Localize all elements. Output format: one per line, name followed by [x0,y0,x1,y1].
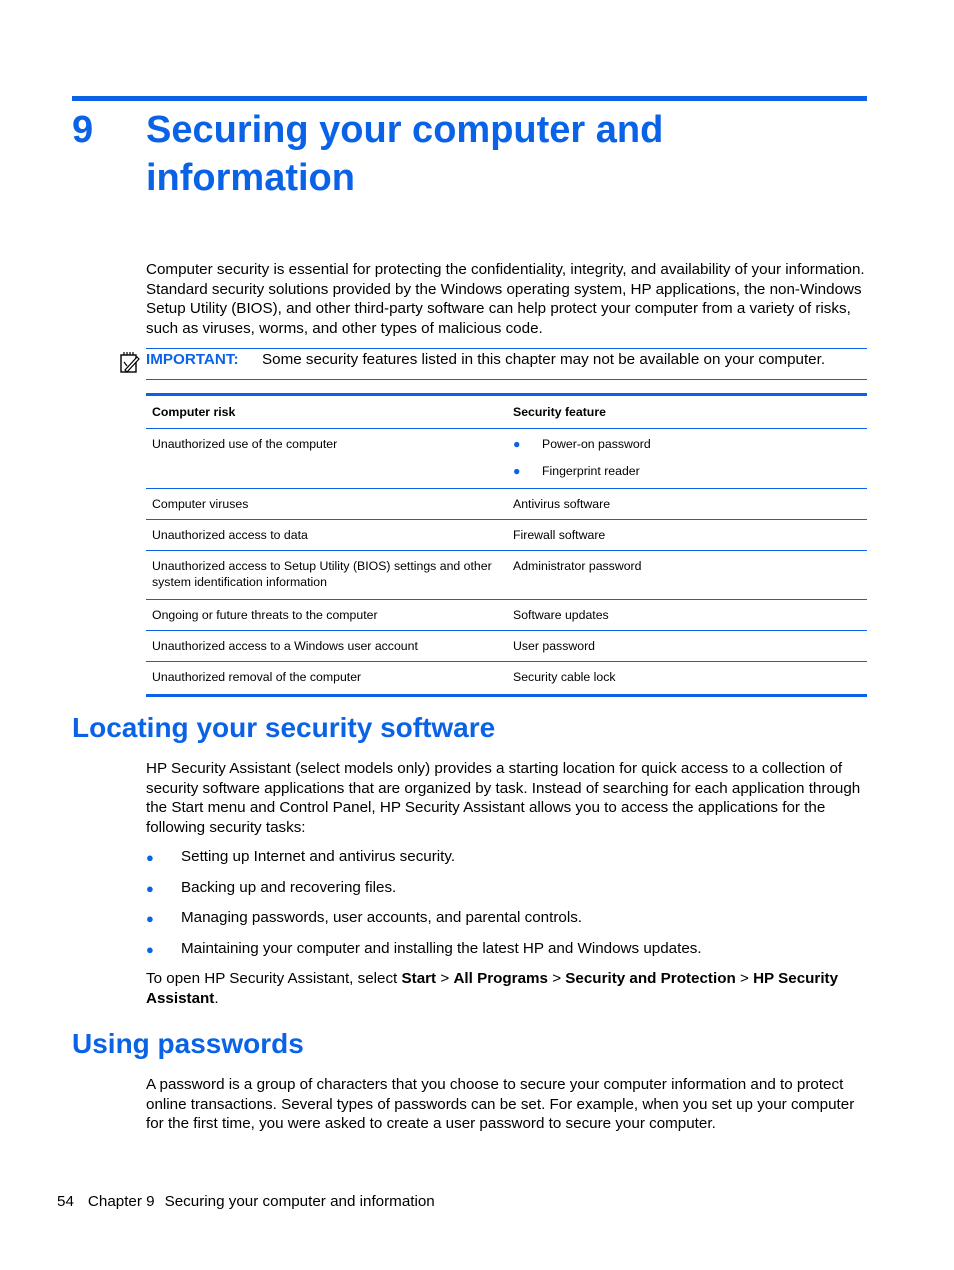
important-label: IMPORTANT: [146,351,239,368]
feature-list [513,436,861,479]
section-heading-locating: Locating your security software [72,712,496,743]
bullet-icon: ● [146,880,154,896]
bullet-icon: ● [513,437,521,451]
table-row [146,631,867,662]
list-item [513,436,861,452]
important-note-icon [118,351,142,375]
bullet-icon: ● [146,911,154,926]
task-text: Setting up Internet and antivirus security. [181,848,456,865]
risk-cell: Unauthorized access to data [146,520,507,551]
list-item [513,463,861,479]
intro-paragraph: Computer security is essential for protecting the confidentiality, integrity, and availability of your information. Standard security solutions provided by the Windows operating system, HP applications, the non-Windows Setup Utility (BIOS), and other third-party software can help protect your computer from a variety of risks, such as viruses, worms, and other types of malicious code. [146,261,865,337]
risk-cell: Ongoing or future threats to the computer [146,600,507,631]
risk-cell: Unauthorized access to a Windows user account [146,631,507,662]
table-row [146,600,867,631]
task-text: Backing up and recovering files. [181,878,397,896]
path-hp-security-assistant: HP Security Assistant [146,970,839,1007]
path-all-programs: All Programs [453,970,548,987]
risk-cell: Computer viruses [146,489,507,520]
list-item [146,908,867,927]
path-separator: > [547,970,566,987]
important-text: Some security features listed in this chapter may not be available on your computer. [262,351,826,368]
risk-cell: Unauthorized use of the computer [146,429,507,489]
footer-chapter-title: Securing your computer and information [164,1193,435,1210]
list-item [146,939,867,958]
security-risk-table [146,393,867,697]
column-header-risk: Computer risk [146,395,507,429]
table-row [146,662,867,696]
feature-cell [507,429,867,489]
task-text: Managing passwords, user accounts, and parental controls. [181,909,583,926]
path-start: Start [401,970,437,987]
column-header-feature: Security feature [507,395,867,429]
section-heading-passwords: Using passwords [72,1028,304,1059]
feature-cell: Security cable lock [507,662,867,696]
bullet-icon: ● [146,941,154,957]
path-separator: > [735,970,754,987]
passwords-paragraph: A password is a group of characters that you choose to secure your computer information and to protect online transactions. Several types of passwords can be set. For example, when you set up your computer for the first time, you were asked to create a user password to secure your computer. [146,1076,855,1132]
table-row [146,520,867,551]
page-footer [57,1192,449,1211]
chapter-title: Securing your computer and information [146,109,664,199]
risk-cell: Unauthorized removal of the computer [146,662,507,696]
security-task-list [146,847,867,969]
sentence-end: . [214,989,219,1007]
feature-cell: Firewall software [507,520,867,551]
list-item [146,878,867,897]
feature-text: Power-on password [542,437,651,451]
table-header-row [146,395,867,429]
path-security-protection: Security and Protection [565,970,736,987]
bullet-icon: ● [146,850,154,865]
locating-paragraph: HP Security Assistant (select models only) provides a starting location for quick access to a collection of security software applications that are organized by task. Instead of searching for each application through the Start menu and Control Panel, HP Security Assistant allows you to access the applications for the following security tasks: [146,760,861,836]
feature-text: Fingerprint reader [542,464,640,478]
feature-cell: User password [507,631,867,662]
risk-cell: Unauthorized access to Setup Utility (BIOS) settings and other system identification information [146,551,507,600]
feature-cell: Antivirus software [507,489,867,520]
list-item [146,847,867,866]
feature-cell: Administrator password [507,551,867,600]
footer-chapter-label: Chapter 9 [87,1193,155,1210]
open-prefix: To open HP Security Assistant, select [146,970,402,987]
table-row [146,489,867,520]
open-instructions [146,969,867,1008]
path-separator: > [436,970,454,987]
table-row [146,429,867,489]
page-number: 54 [57,1193,74,1210]
bullet-icon: ● [513,464,521,478]
task-text: Maintaining your computer and installing the latest HP and Windows updates. [181,939,702,957]
chapter-rule [72,96,867,101]
chapter-number: 9 [72,109,94,151]
feature-cell: Software updates [507,600,867,631]
table-row [146,551,867,600]
